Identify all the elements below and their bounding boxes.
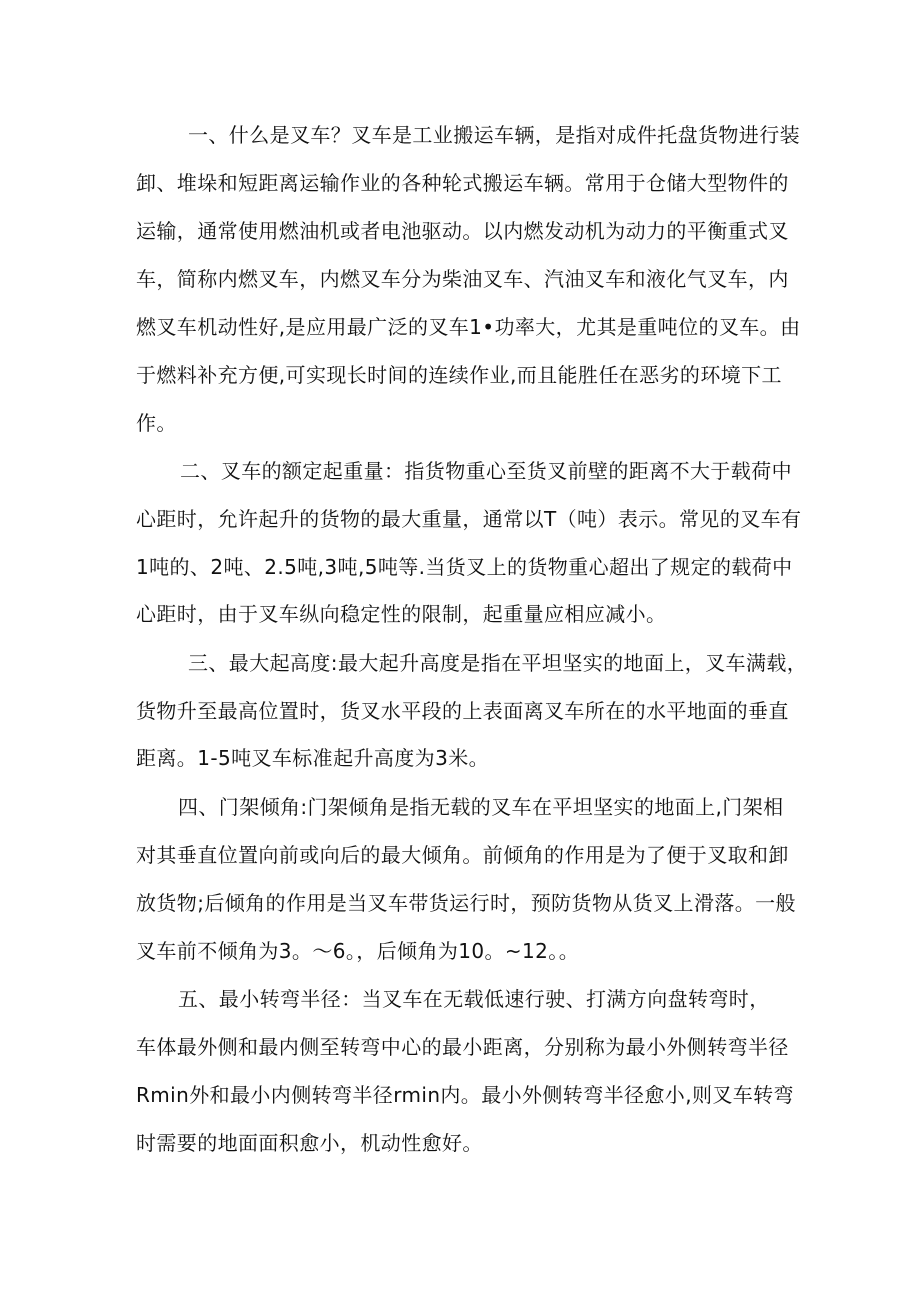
p1-line-2: 卸、堆垛和短距离运输作业的各种轮式搬运车辆。常用于仓储大型物件的 xyxy=(136,171,789,195)
p1-line-3: 运输，通常使用燃油机或者电池驱动。以内燃发动机为动力的平衡重式叉 xyxy=(136,219,789,243)
p1-line-5: 燃叉车机动性好,是应用最广泛的叉车1•功率大，尤其是重吨位的叉车。由 xyxy=(136,315,801,339)
p1-line-6: 于燃料补充方便,可实现长时间的连续作业,而且能胜任在恶劣的环境下工 xyxy=(136,363,782,387)
p3-line-3: 距离。1-5吨叉车标准起升高度为3米。 xyxy=(136,746,489,770)
p1-line-4: 车，简称内燃叉车，内燃叉车分为柴油叉车、汽油叉车和液化气叉车，内 xyxy=(136,267,789,291)
p1-line-1: 一、什么是叉车？叉车是工业搬运车辆，是指对成件托盘货物进行装 xyxy=(188,123,800,147)
p2-line-3: 1吨的、2吨、2.5吨,3吨,5吨等.当货叉上的货物重心超出了规定的载荷中 xyxy=(136,555,793,579)
p2-line-1: 二、叉车的额定起重量：指货物重心至货叉前壁的距离不大于载荷中 xyxy=(180,459,792,483)
p4-line-3: 放货物;后倾角的作用是当叉车带货运行时，预防货物从货叉上滑落。一般 xyxy=(136,891,796,915)
p4-line-1: 四、门架倾角:门架倾角是指无载的叉车在平坦坚实的地面上,门架相 xyxy=(178,795,784,819)
p4-line-2: 对其垂直位置向前或向后的最大倾角。前倾角的作用是为了便于叉取和卸 xyxy=(136,843,789,867)
p5-line-2: 车体最外侧和最内侧至转弯中心的最小距离，分别称为最小外侧转弯半径 xyxy=(136,1035,789,1059)
p2-line-2: 心距时，允许起升的货物的最大重量，通常以T（吨）表示。常见的叉车有 xyxy=(136,507,802,531)
p5-line-3: Rmin外和最小内侧转弯半径rmin内。最小外侧转弯半径愈小,则叉车转弯 xyxy=(136,1083,794,1107)
p5-line-1: 五、最小转弯半径：当叉车在无载低速行驶、打满方向盘转弯时， xyxy=(178,987,770,1011)
p5-line-4: 时需要的地面面积愈小，机动性愈好。 xyxy=(136,1131,483,1155)
p3-line-2: 货物升至最高位置时，货叉水平段的上表面离叉车所在的水平地面的垂直 xyxy=(136,699,789,723)
p1-line-7: 作。 xyxy=(136,411,177,435)
p2-line-4: 心距时，由于叉车纵向稳定性的限制，起重量应相应减小。 xyxy=(136,602,667,626)
p3-line-1: 三、最大起高度:最大起升高度是指在平坦坚实的地面上，叉车满载， xyxy=(188,651,808,675)
p4-line-4: 叉车前不倾角为3。～6。，后倾角为10。~12。。 xyxy=(136,939,580,963)
